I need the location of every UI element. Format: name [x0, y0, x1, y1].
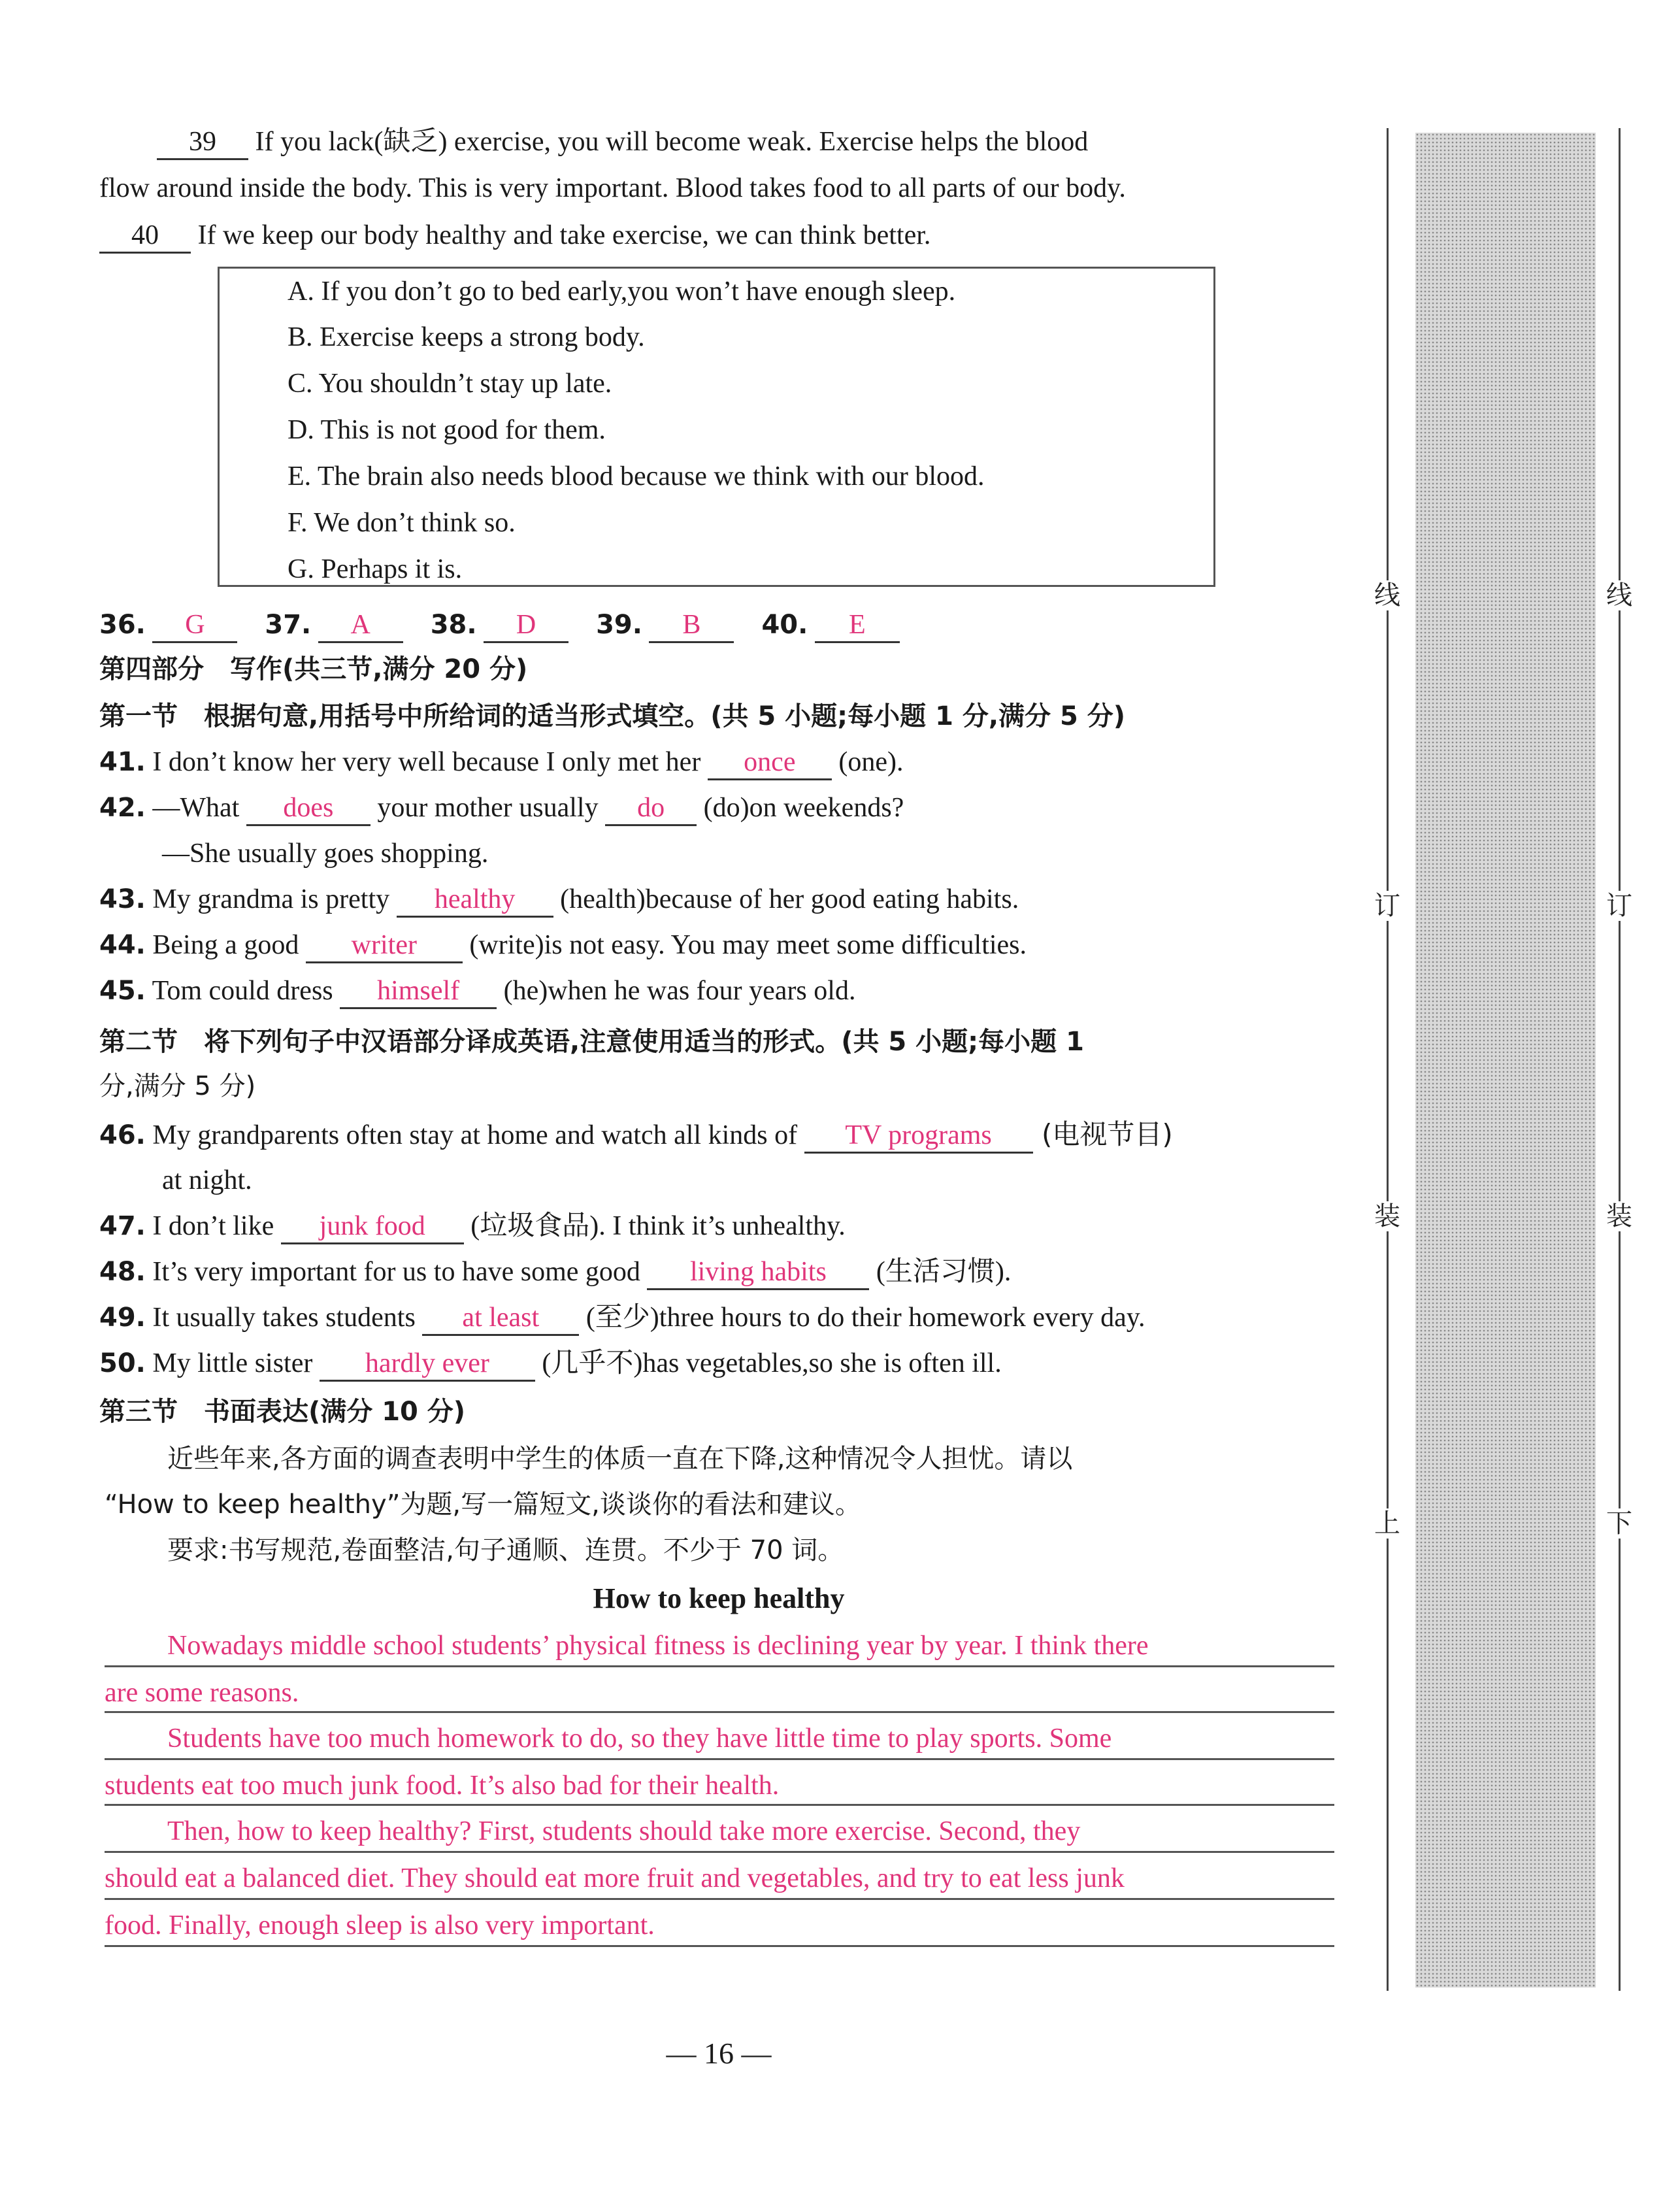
prompt-line-3: 要求:书写规范,卷面整洁,句子通顺、连贯。不少于 70 词。	[167, 1535, 844, 1565]
sec1-heading: 第一节 根据句意,用括号中所给词的适当形式填空。(共 5 小题;每小题 1 分,满分 5 分)	[99, 701, 1125, 731]
q43	[99, 880, 1019, 919]
essay-rule	[105, 1711, 1334, 1713]
q42-reply: —She usually goes shopping.	[162, 839, 489, 869]
q40-line	[99, 216, 931, 255]
q50-text-b: (几乎不)has vegetables,so she is often ill.	[535, 1348, 1002, 1378]
answer-39: B	[649, 608, 734, 643]
q39-line	[157, 122, 1088, 161]
q45-answer: himself	[340, 974, 497, 1009]
sec2-heading-1: 第二节 将下列句子中汉语部分译成英语,注意使用适当的形式。(共 5 小题;每小题 1	[99, 1027, 1084, 1057]
essay-rule	[105, 1804, 1334, 1806]
binding-left-xian: 线	[1372, 580, 1402, 610]
q50	[99, 1344, 1002, 1383]
essay-rule	[105, 1851, 1334, 1853]
q45-text-a: Tom could dress	[152, 976, 340, 1006]
binding-left-zhuang: 装	[1372, 1201, 1402, 1231]
q47-num: 47.	[99, 1211, 146, 1241]
q47	[99, 1207, 846, 1246]
q39-text-b: ) exercise, you will become weak. Exercise helps the blood	[438, 127, 1089, 157]
q46	[99, 1115, 1173, 1155]
q43-answer: healthy	[397, 883, 553, 918]
answer-num-38: 38.	[430, 610, 477, 640]
essay-line-7: food. Finally, enough sleep is also very important.	[105, 1910, 655, 1940]
option-a: A. If you don’t go to bed early,you won’t have enough sleep.	[288, 276, 956, 307]
q50-num: 50.	[99, 1348, 146, 1378]
q41	[99, 742, 903, 782]
sec3-heading: 第三节 书面表达(满分 10 分)	[99, 1397, 466, 1427]
q42-answer-1: does	[246, 791, 371, 826]
q41-text-b: (one).	[831, 747, 904, 777]
essay-line-5: Then, how to keep healthy? First, students should take more exercise. Second, they	[167, 1816, 1081, 1846]
essay-line-1: Nowadays middle school students’ physical fitness is declining year by year. I think there	[167, 1631, 1149, 1661]
essay-rule	[105, 1665, 1334, 1667]
binding-right-xian: 线	[1604, 580, 1634, 610]
essay-rule	[105, 1758, 1334, 1760]
answers-row	[99, 605, 900, 644]
q47-text-b: (垃圾食品). I think it’s unhealthy.	[463, 1211, 846, 1241]
answer-37: A	[318, 608, 403, 643]
q41-num: 41.	[99, 747, 146, 777]
q42-text-c: (do)on weekends?	[697, 793, 904, 823]
binding-right-ding: 订	[1604, 891, 1634, 921]
q48-answer: living habits	[647, 1256, 869, 1290]
binding-left-ding: 订	[1372, 891, 1402, 921]
binding-line-right	[1619, 128, 1621, 1991]
q43-text-a: My grandma is pretty	[152, 884, 397, 914]
q50-answer: hardly ever	[320, 1347, 535, 1382]
essay-line-3: Students have too much homework to do, so they have little time to play sports. Some	[167, 1723, 1112, 1754]
q48-text-b: (生活习惯).	[869, 1257, 1012, 1287]
q45-num: 45.	[99, 976, 146, 1006]
binding-left-shang: 上	[1372, 1508, 1402, 1539]
q49	[99, 1298, 1145, 1337]
q41-answer: once	[708, 746, 832, 780]
answer-40: E	[815, 608, 900, 643]
q46-text-a: My grandparents often stay at home and watch all kinds of	[152, 1120, 804, 1150]
q48	[99, 1252, 1011, 1291]
essay-line-6: should eat a balanced diet. They should eat more fruit and vegetables, and try to eat less junk	[105, 1863, 1125, 1893]
option-d: D. This is not good for them.	[288, 415, 606, 445]
answer-num-37: 37.	[265, 610, 312, 640]
q40-blank: 40	[99, 219, 191, 254]
q45	[99, 971, 855, 1010]
q49-answer: at least	[422, 1301, 579, 1336]
essay-line-4: students eat too much junk food. It’s also bad for their health.	[105, 1771, 780, 1801]
q44-num: 44.	[99, 930, 146, 960]
q44-answer: writer	[306, 929, 463, 963]
q39-line2: flow around inside the body. This is very important. Blood takes food to all parts of our body.	[99, 173, 1126, 203]
essay-rule	[105, 1898, 1334, 1900]
binding-dotted-strip	[1415, 133, 1596, 1988]
q46-text-b: (电视节目)	[1032, 1118, 1173, 1150]
q42-answer-2: do	[605, 791, 697, 826]
prompt-line-1: 近些年来,各方面的调查表明中学生的体质一直在下降,这种情况令人担忧。请以	[167, 1444, 1073, 1474]
essay-line-2: are some reasons.	[105, 1678, 299, 1708]
q49-text-b: (至少)three hours to do their homework every day.	[579, 1303, 1145, 1333]
q48-text-a: It’s very important for us to have some good	[152, 1257, 648, 1287]
part4-heading: 第四部分 写作(共三节,满分 20 分)	[99, 654, 528, 684]
option-g: G. Perhaps it is.	[288, 554, 463, 584]
q43-num: 43.	[99, 884, 146, 914]
option-c: C. You shouldn’t stay up late.	[288, 369, 612, 399]
q39-text-a: If you lack(	[255, 127, 384, 157]
q49-num: 49.	[99, 1303, 146, 1333]
q46-answer: TV programs	[804, 1119, 1033, 1154]
q43-text-b: (health)because of her good eating habits.	[553, 884, 1019, 914]
q41-text-a: I don’t know her very well because I only met her	[152, 747, 708, 777]
q48-num: 48.	[99, 1257, 146, 1287]
answer-38: D	[484, 608, 568, 643]
q47-answer: junk food	[281, 1210, 464, 1244]
binding-right-zhuang: 装	[1604, 1201, 1634, 1231]
q42	[99, 788, 904, 827]
q39-text-cn: 缺乏	[383, 125, 438, 157]
q44	[99, 925, 1027, 965]
q39-blank: 39	[157, 125, 248, 160]
essay-rule	[105, 1945, 1334, 1947]
q42-text-a: —What	[152, 793, 246, 823]
q47-text-a: I don’t like	[152, 1211, 281, 1241]
q49-text-a: It usually takes students	[152, 1303, 423, 1333]
q42-text-b: your mother usually	[370, 793, 606, 823]
option-e: E. The brain also needs blood because we think with our blood.	[288, 461, 985, 491]
q40-text: If we keep our body healthy and take exercise, we can think better.	[197, 220, 931, 250]
sec2-heading-2: 分,满分 5 分)	[99, 1071, 256, 1101]
q45-text-b: (he)when he was four years old.	[497, 976, 856, 1006]
essay-title: How to keep healthy	[593, 1582, 845, 1614]
binding-right-xia: 下	[1604, 1508, 1634, 1539]
page-number: — 16 —	[666, 2037, 772, 2070]
option-f: F. We don’t think so.	[288, 508, 516, 538]
answer-num-36: 36.	[99, 610, 146, 640]
answer-num-39: 39.	[596, 610, 642, 640]
q44-text-a: Being a good	[152, 930, 306, 960]
binding-line-left	[1387, 128, 1389, 1991]
q44-text-b: (write)is not easy. You may meet some difficulties.	[462, 930, 1027, 960]
q46-num: 46.	[99, 1120, 146, 1150]
q42-num: 42.	[99, 793, 146, 823]
answer-36: G	[152, 608, 237, 643]
q50-text-a: My little sister	[152, 1348, 320, 1378]
prompt-line-2: “How to keep healthy”为题,写一篇短文,谈谈你的看法和建议。	[105, 1490, 861, 1520]
q46-continued: at night.	[162, 1165, 252, 1195]
option-b: B. Exercise keeps a strong body.	[288, 322, 645, 352]
answer-num-40: 40.	[761, 610, 808, 640]
